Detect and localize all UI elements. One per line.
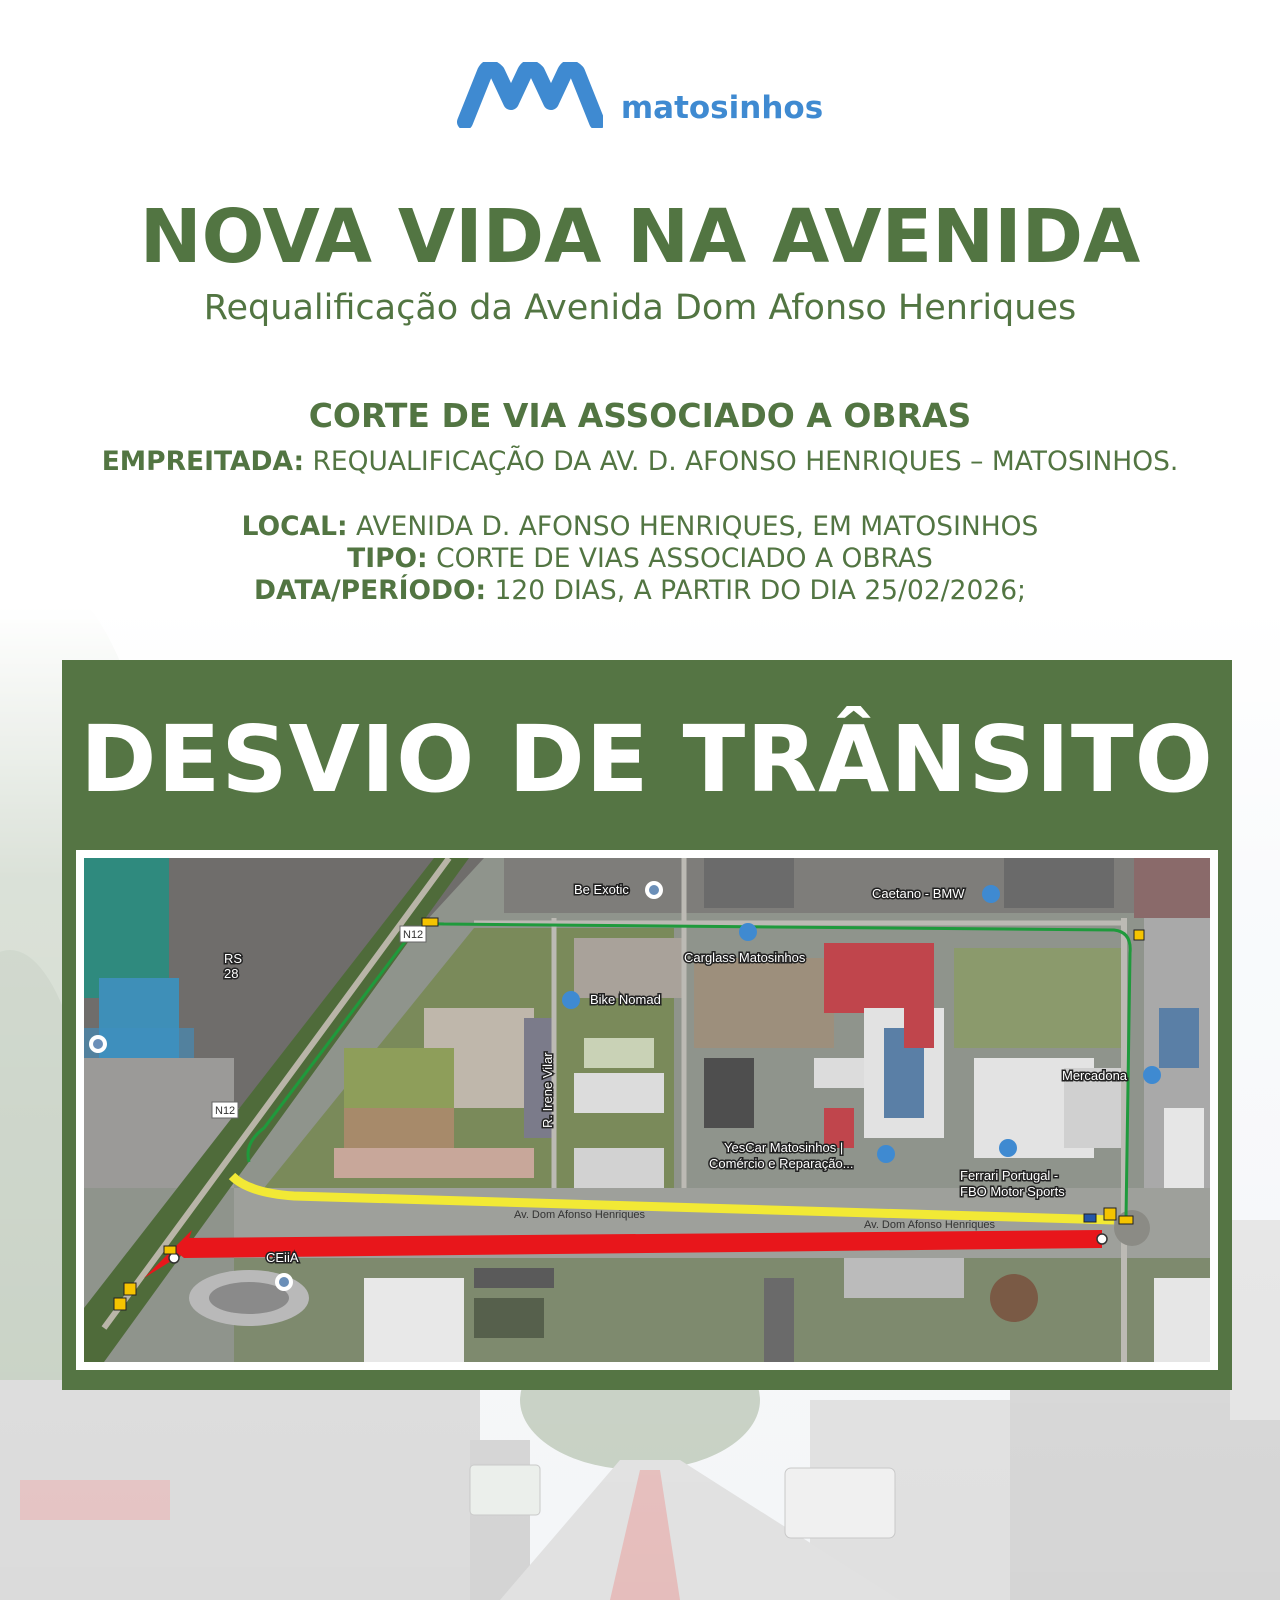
page-title: NOVA VIDA NA AVENIDA <box>139 194 1141 280</box>
map-label-bike-nomad: Bike Nomad <box>590 992 661 1007</box>
map-label-yescar-1: YesCar Matosinhos | <box>724 1140 844 1155</box>
detour-title: DESVIO DE TRÂNSITO <box>80 706 1214 813</box>
map-label-be-exotic: Be Exotic <box>574 882 629 897</box>
n12-shield-bottom <box>212 1102 238 1118</box>
svg-text:N12: N12 <box>215 1105 236 1117</box>
local-value: AVENIDA D. AFONSO HENRIQUES, EM MATOSINHOS <box>356 511 1039 542</box>
empreitada-label: EMPREITADA: <box>101 446 305 477</box>
map-label-avenue-2: Av. Dom Afonso Henriques <box>864 1219 996 1231</box>
map-label-yescar-2: Comércio e Reparação... <box>709 1156 854 1171</box>
notice-tipo <box>0 543 1280 575</box>
map-frame <box>76 850 1218 1370</box>
data-value: 120 DIAS, A PARTIR DO DIA 25/02/2026; <box>494 575 1026 606</box>
map-label-rua-irene-vilar: R. Irene Vilar <box>540 1052 555 1128</box>
brand-name: matosinhos <box>620 90 824 126</box>
map-label-ferrari-1: Ferrari Portugal - <box>960 1168 1059 1183</box>
empreitada-value: REQUALIFICAÇÃO DA AV. D. AFONSO HENRIQUES – MATOSINHOS. <box>312 446 1179 477</box>
map-label-mercadona: Mercadona <box>1062 1068 1128 1083</box>
local-label: LOCAL: <box>241 511 348 542</box>
notice-local <box>0 511 1280 543</box>
brand-logo <box>0 62 1280 128</box>
map-label-avenue-1: Av. Dom Afonso Henriques <box>514 1209 646 1221</box>
detour-map[interactable] <box>84 858 1210 1362</box>
map-label-carglass: Carglass Matosinhos <box>684 950 806 965</box>
svg-text:N12: N12 <box>403 929 424 941</box>
notice-heading: CORTE DE VIA ASSOCIADO A OBRAS <box>308 396 972 435</box>
matosinhos-logo-mark-icon <box>457 62 603 128</box>
map-label-ferrari-2: FBO Motor Sports <box>960 1184 1065 1199</box>
n12-shield-top <box>400 926 426 942</box>
map-label-caetano-bmw: Caetano - BMW <box>872 886 965 901</box>
map-label-rs-number: 28 <box>224 966 239 981</box>
map-label-rs: RS <box>224 951 243 966</box>
detour-panel <box>62 660 1232 1390</box>
notice-empreitada <box>0 446 1280 478</box>
data-label: DATA/PERÍODO: <box>254 575 487 606</box>
tipo-label: TIPO: <box>347 543 428 574</box>
notice-data <box>0 575 1280 607</box>
page-subtitle: Requalificação da Avenida Dom Afonso Henriques <box>203 288 1077 328</box>
tipo-value: CORTE DE VIAS ASSOCIADO A OBRAS <box>436 543 933 574</box>
map-label-ceiia: CEiiA <box>266 1250 299 1265</box>
